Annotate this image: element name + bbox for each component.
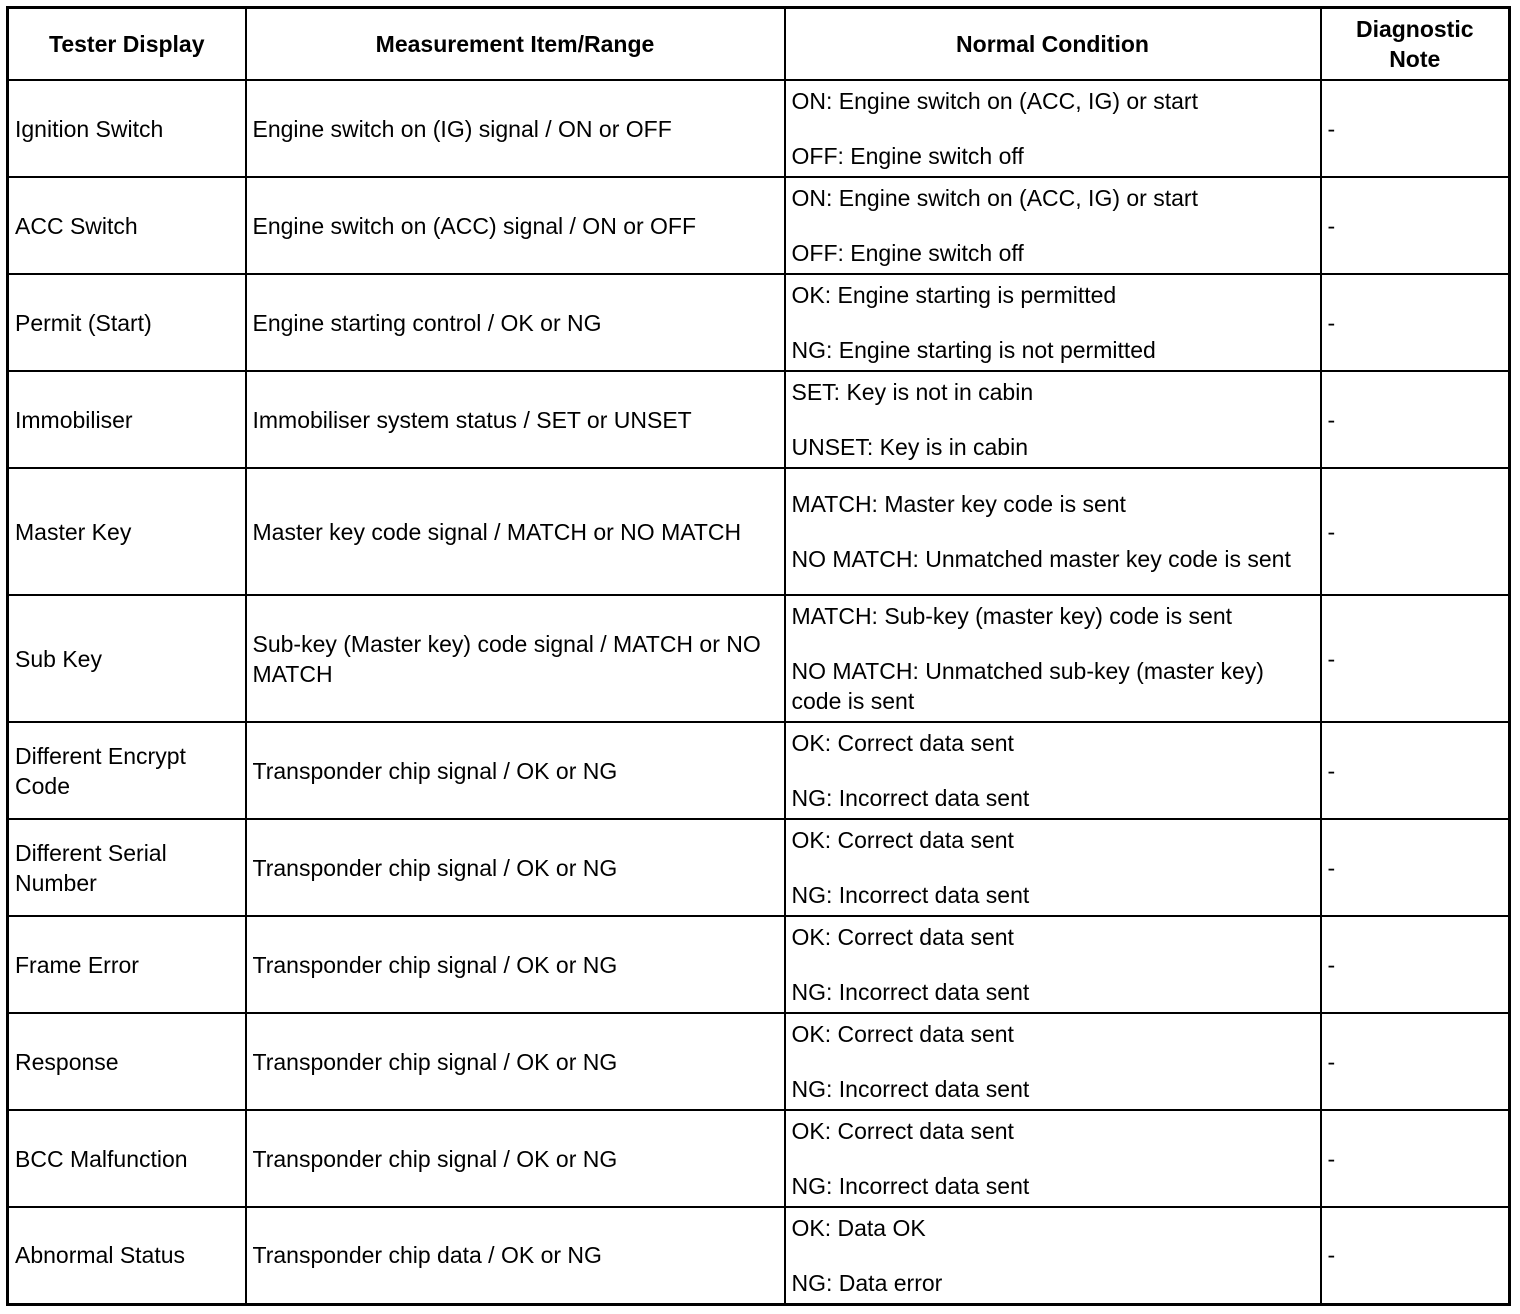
measurement-cell: Immobiliser system status / SET or UNSET bbox=[246, 371, 785, 468]
table-row bbox=[8, 1207, 1510, 1304]
table-row bbox=[8, 371, 1510, 468]
condition-line: OK: Correct data sent bbox=[791, 924, 1014, 950]
tester-display-cell: Response bbox=[8, 1013, 246, 1110]
condition-line: NO MATCH: Unmatched sub-key (master key) code is sent bbox=[791, 658, 1264, 714]
normal-condition-cell bbox=[785, 595, 1321, 722]
header-measurement-item: Measurement Item/Range bbox=[246, 8, 785, 81]
condition-line: OK: Correct data sent bbox=[791, 827, 1014, 853]
measurement-cell: Transponder chip signal / OK or NG bbox=[246, 819, 785, 916]
diagnostic-note-cell: - bbox=[1321, 1013, 1510, 1110]
table-row bbox=[8, 80, 1510, 177]
condition-line: UNSET: Key is in cabin bbox=[791, 434, 1028, 460]
tester-display-cell: Master Key bbox=[8, 468, 246, 595]
measurement-cell: Engine starting control / OK or NG bbox=[246, 274, 785, 371]
measurement-cell: Master key code signal / MATCH or NO MATCH bbox=[246, 468, 785, 595]
tester-display-cell: Immobiliser bbox=[8, 371, 246, 468]
condition-line: OFF: Engine switch off bbox=[791, 143, 1024, 169]
condition-line: OK: Correct data sent bbox=[791, 1118, 1014, 1144]
condition-line: NG: Incorrect data sent bbox=[791, 979, 1030, 1005]
condition-line: OK: Data OK bbox=[791, 1214, 926, 1241]
table-row bbox=[8, 1013, 1510, 1110]
measurement-cell: Transponder chip data / OK or NG bbox=[246, 1207, 785, 1304]
header-row bbox=[8, 8, 1510, 81]
diagnostic-note-cell: - bbox=[1321, 916, 1510, 1013]
condition-line: ON: Engine switch on (ACC, IG) or start bbox=[791, 185, 1198, 211]
tester-display-cell: Sub Key bbox=[8, 595, 246, 722]
normal-condition-cell bbox=[785, 177, 1321, 274]
condition-line: OFF: Engine switch off bbox=[791, 240, 1024, 266]
table-row bbox=[8, 177, 1510, 274]
diagnostic-note-cell: - bbox=[1321, 722, 1510, 819]
tester-display-cell: Abnormal Status bbox=[8, 1207, 246, 1304]
table-row bbox=[8, 274, 1510, 371]
table-row bbox=[8, 595, 1510, 722]
measurement-cell: Engine switch on (ACC) signal / ON or OFF bbox=[246, 177, 785, 274]
table-row bbox=[8, 916, 1510, 1013]
normal-condition-cell bbox=[785, 80, 1321, 177]
condition-line: OK: Engine starting is permitted bbox=[791, 282, 1117, 308]
condition-line: NG: Incorrect data sent bbox=[791, 1173, 1030, 1199]
measurement-cell: Engine switch on (IG) signal / ON or OFF bbox=[246, 80, 785, 177]
normal-condition-cell bbox=[785, 468, 1321, 595]
header-normal-condition: Normal Condition bbox=[785, 8, 1321, 81]
diagnostic-note-cell: - bbox=[1321, 274, 1510, 371]
condition-line: MATCH: Sub-key (master key) code is sent bbox=[791, 603, 1233, 629]
condition-line: NG: Incorrect data sent bbox=[791, 785, 1030, 811]
table-row bbox=[8, 722, 1510, 819]
tester-display-cell: Ignition Switch bbox=[8, 80, 246, 177]
condition-line: NG: Incorrect data sent bbox=[791, 882, 1030, 908]
condition-line: NG: Engine starting is not permitted bbox=[791, 337, 1156, 363]
tester-display-cell: BCC Malfunction bbox=[8, 1110, 246, 1207]
normal-condition-cell bbox=[785, 274, 1321, 371]
measurement-cell: Sub-key (Master key) code signal / MATCH or NO MATCH bbox=[246, 595, 785, 722]
normal-condition-cell bbox=[785, 916, 1321, 1013]
normal-condition-cell bbox=[785, 1207, 1321, 1304]
tester-display-cell: Different Encrypt Code bbox=[8, 722, 246, 819]
table-row bbox=[8, 1110, 1510, 1207]
normal-condition-cell bbox=[785, 371, 1321, 468]
diagnostic-note-cell: - bbox=[1321, 177, 1510, 274]
measurement-cell: Transponder chip signal / OK or NG bbox=[246, 916, 785, 1013]
condition-line: SET: Key is not in cabin bbox=[791, 379, 1034, 405]
data-list-table bbox=[6, 6, 1511, 1306]
diagnostic-note-cell: - bbox=[1321, 371, 1510, 468]
header-tester-display: Tester Display bbox=[8, 8, 246, 81]
condition-line: OK: Correct data sent bbox=[791, 730, 1014, 756]
condition-line: NG: Data error bbox=[791, 1269, 943, 1296]
normal-condition-cell bbox=[785, 722, 1321, 819]
diagnostic-note-cell: - bbox=[1321, 1207, 1510, 1304]
normal-condition-cell bbox=[785, 1110, 1321, 1207]
tester-display-cell: Frame Error bbox=[8, 916, 246, 1013]
condition-line: OK: Correct data sent bbox=[791, 1021, 1014, 1047]
tester-display-cell: Permit (Start) bbox=[8, 274, 246, 371]
measurement-cell: Transponder chip signal / OK or NG bbox=[246, 1110, 785, 1207]
tester-display-cell: Different Serial Number bbox=[8, 819, 246, 916]
diagnostic-note-cell: - bbox=[1321, 80, 1510, 177]
diagnostic-note-cell: - bbox=[1321, 819, 1510, 916]
header-diagnostic-note: Diagnostic Note bbox=[1321, 8, 1510, 81]
measurement-cell: Transponder chip signal / OK or NG bbox=[246, 722, 785, 819]
diagnostic-note-cell: - bbox=[1321, 595, 1510, 722]
normal-condition-cell bbox=[785, 819, 1321, 916]
diagnostic-note-cell: - bbox=[1321, 468, 1510, 595]
condition-line: ON: Engine switch on (ACC, IG) or start bbox=[791, 88, 1198, 114]
measurement-cell: Transponder chip signal / OK or NG bbox=[246, 1013, 785, 1110]
table-row bbox=[8, 468, 1510, 595]
tester-display-cell: ACC Switch bbox=[8, 177, 246, 274]
condition-line: NO MATCH: Unmatched master key code is sent bbox=[791, 546, 1291, 572]
condition-line: MATCH: Master key code is sent bbox=[791, 491, 1126, 517]
condition-line: NG: Incorrect data sent bbox=[791, 1076, 1030, 1102]
table-row bbox=[8, 819, 1510, 916]
normal-condition-cell bbox=[785, 1013, 1321, 1110]
diagnostic-note-cell: - bbox=[1321, 1110, 1510, 1207]
